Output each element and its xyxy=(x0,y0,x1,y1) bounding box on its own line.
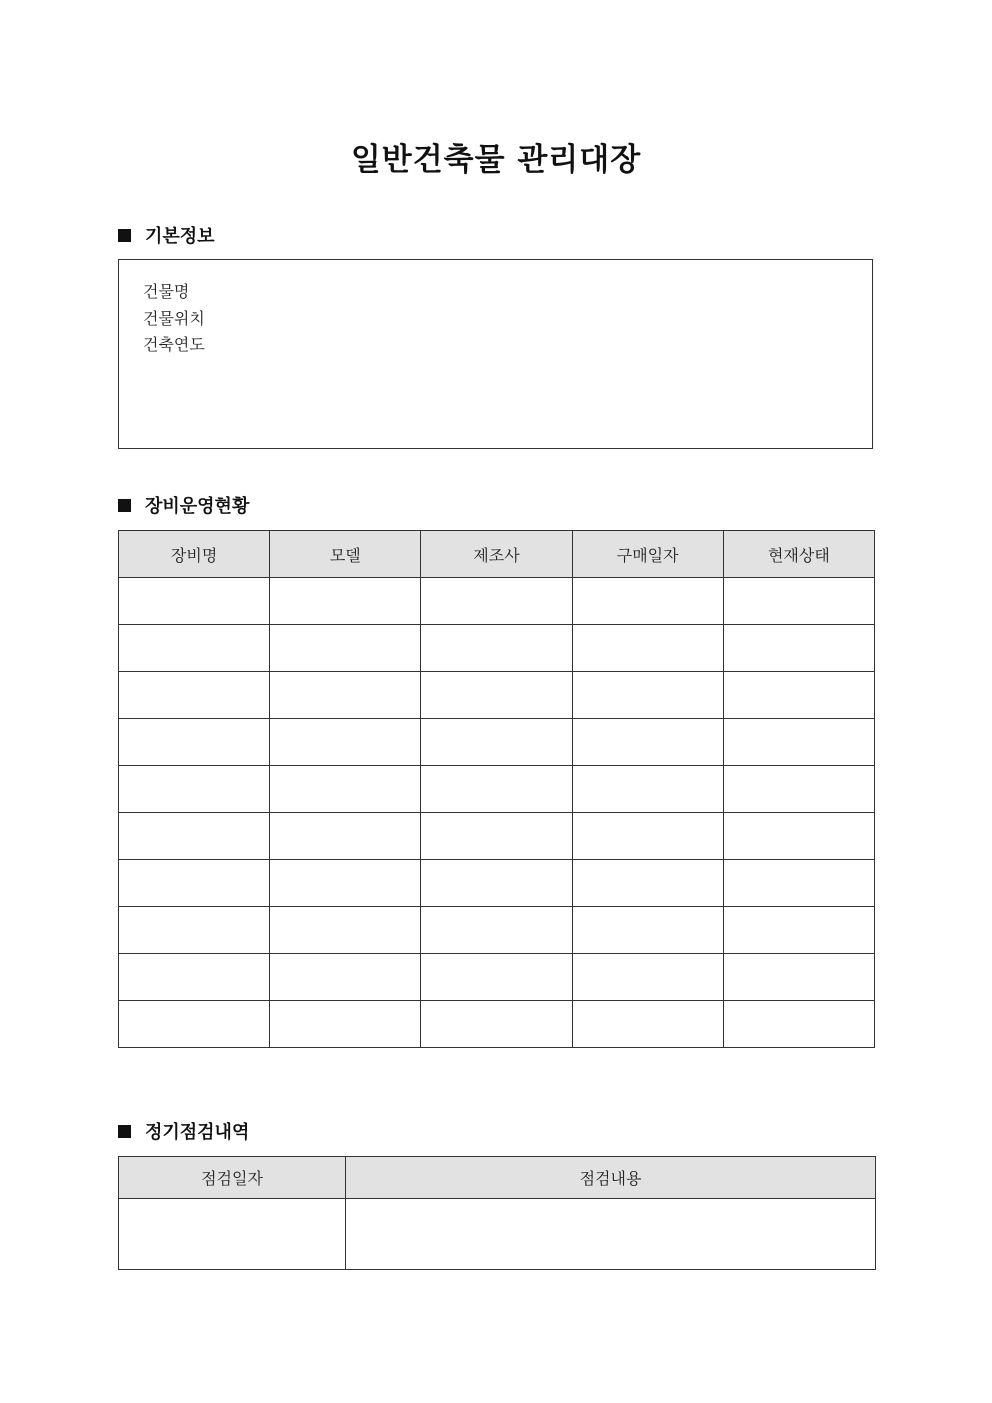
black-square-icon xyxy=(118,229,131,242)
table-cell[interactable] xyxy=(723,860,874,907)
table-cell[interactable] xyxy=(572,766,723,813)
table-cell[interactable] xyxy=(421,860,572,907)
column-header-manufacturer: 제조사 xyxy=(421,531,572,578)
table-cell[interactable] xyxy=(421,625,572,672)
table-cell[interactable] xyxy=(723,625,874,672)
table-cell[interactable] xyxy=(572,1001,723,1048)
table-cell[interactable] xyxy=(421,907,572,954)
table-cell[interactable] xyxy=(421,719,572,766)
table-cell[interactable] xyxy=(119,625,270,672)
table-row xyxy=(119,625,875,672)
table-cell[interactable] xyxy=(723,578,874,625)
table-cell[interactable] xyxy=(572,719,723,766)
page-title: 일반건축물 관리대장 xyxy=(350,142,642,178)
column-header-current-status: 현재상태 xyxy=(723,531,874,578)
table-cell[interactable] xyxy=(270,625,421,672)
section-heading-basic-info xyxy=(118,222,215,248)
table-row xyxy=(119,813,875,860)
section-heading-equipment xyxy=(118,492,249,518)
table-cell[interactable] xyxy=(572,907,723,954)
black-square-icon xyxy=(118,499,131,512)
table-cell[interactable] xyxy=(119,719,270,766)
table-cell[interactable] xyxy=(421,578,572,625)
table-cell[interactable] xyxy=(723,719,874,766)
table-cell[interactable] xyxy=(421,1001,572,1048)
equipment-table xyxy=(118,530,875,1048)
table-cell[interactable] xyxy=(572,860,723,907)
table-cell[interactable] xyxy=(572,954,723,1001)
column-header-purchase-date: 구매일자 xyxy=(572,531,723,578)
table-cell[interactable] xyxy=(270,813,421,860)
table-row xyxy=(119,766,875,813)
table-row xyxy=(119,954,875,1001)
table-row xyxy=(119,672,875,719)
table-cell[interactable] xyxy=(119,813,270,860)
table-cell[interactable] xyxy=(723,1001,874,1048)
table-cell[interactable] xyxy=(723,766,874,813)
table-cell[interactable] xyxy=(421,954,572,1001)
table-row xyxy=(119,1199,876,1270)
table-header-row xyxy=(119,1157,876,1199)
column-header-equipment-name: 장비명 xyxy=(119,531,270,578)
table-cell[interactable] xyxy=(270,672,421,719)
table-cell[interactable] xyxy=(346,1199,876,1270)
table-cell[interactable] xyxy=(270,719,421,766)
table-cell[interactable] xyxy=(119,766,270,813)
field-building-location: 건물위치 xyxy=(143,308,205,328)
table-cell[interactable] xyxy=(119,1001,270,1048)
column-header-inspection-details: 점검내용 xyxy=(346,1157,876,1199)
table-cell[interactable] xyxy=(119,954,270,1001)
table-row xyxy=(119,578,875,625)
table-row xyxy=(119,860,875,907)
table-cell[interactable] xyxy=(270,1001,421,1048)
table-cell[interactable] xyxy=(572,625,723,672)
column-header-inspection-date: 점검일자 xyxy=(119,1157,346,1199)
section-heading-inspection xyxy=(118,1118,249,1144)
table-cell[interactable] xyxy=(119,578,270,625)
table-header-row xyxy=(119,531,875,578)
table-cell[interactable] xyxy=(119,672,270,719)
table-cell[interactable] xyxy=(421,766,572,813)
table-cell[interactable] xyxy=(270,578,421,625)
table-cell[interactable] xyxy=(572,672,723,719)
field-construction-year: 건축연도 xyxy=(143,335,205,354)
table-cell[interactable] xyxy=(723,954,874,1001)
section-heading-label: 정기점검내역 xyxy=(145,1122,250,1143)
table-row xyxy=(119,719,875,766)
table-cell[interactable] xyxy=(421,672,572,719)
table-cell[interactable] xyxy=(270,907,421,954)
table-cell[interactable] xyxy=(270,954,421,1001)
table-cell[interactable] xyxy=(572,578,723,625)
table-cell[interactable] xyxy=(119,860,270,907)
field-building-name: 건물명 xyxy=(143,282,190,301)
table-cell[interactable] xyxy=(270,766,421,813)
table-cell[interactable] xyxy=(421,813,572,860)
table-row xyxy=(119,907,875,954)
inspection-table xyxy=(118,1156,876,1270)
column-header-model: 모델 xyxy=(270,531,421,578)
table-cell[interactable] xyxy=(572,813,723,860)
table-cell[interactable] xyxy=(723,672,874,719)
section-heading-label: 기본정보 xyxy=(145,226,215,247)
section-heading-label: 장비운영현황 xyxy=(145,496,250,517)
table-cell[interactable] xyxy=(270,860,421,907)
table-cell[interactable] xyxy=(119,907,270,954)
table-row xyxy=(119,1001,875,1048)
table-cell[interactable] xyxy=(723,813,874,860)
black-square-icon xyxy=(118,1125,131,1138)
table-cell[interactable] xyxy=(723,907,874,954)
table-cell[interactable] xyxy=(119,1199,346,1270)
basic-info-box[interactable] xyxy=(118,259,873,449)
